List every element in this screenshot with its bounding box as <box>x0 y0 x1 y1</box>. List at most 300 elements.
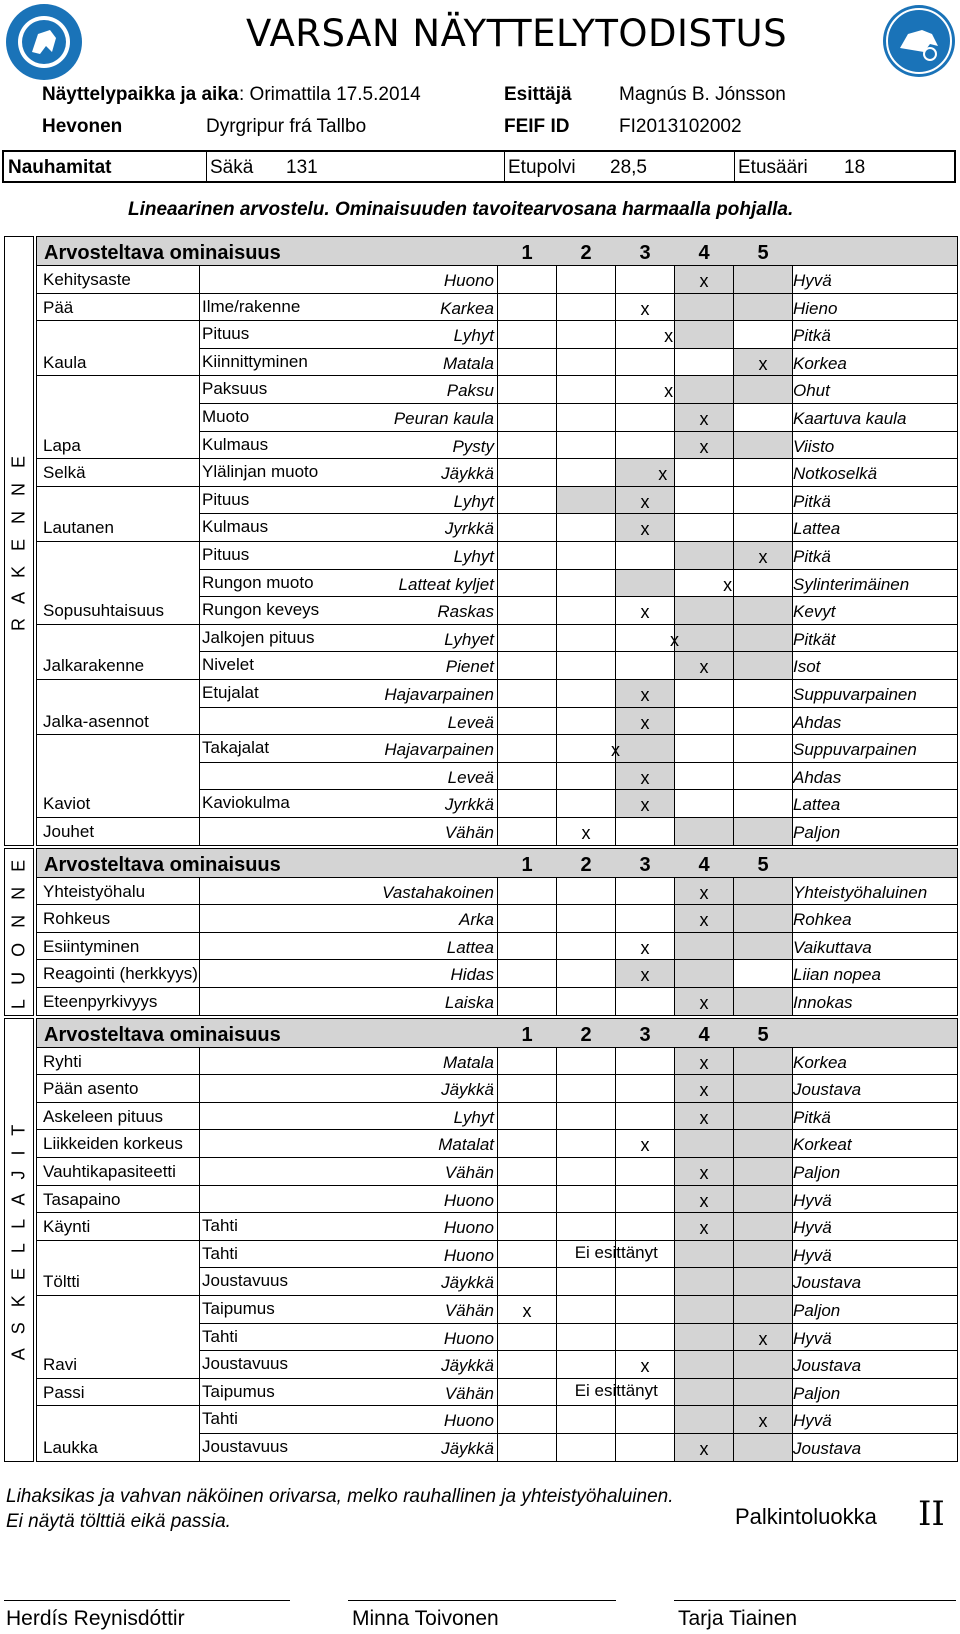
low-descriptor: Matala <box>442 353 494 373</box>
high-descriptor: Pitkä <box>793 491 831 511</box>
score-cell <box>557 1324 616 1352</box>
score-cell <box>675 960 734 988</box>
category-cell <box>36 321 200 349</box>
high-descriptor: Korkea <box>793 353 847 373</box>
presenter-label: Esittäjä <box>504 84 572 105</box>
signature-name: Herdís Reynisdóttir <box>6 1607 185 1630</box>
rating-row <box>36 1379 958 1407</box>
score-mark: x <box>699 409 709 429</box>
score-cell <box>557 294 616 322</box>
score-cell <box>498 960 557 988</box>
score-cell <box>616 818 675 846</box>
category-cell <box>36 680 200 708</box>
high-descriptor: Pitkä <box>793 547 831 566</box>
high-descriptor: Korkeat <box>793 1135 852 1155</box>
score-cell <box>498 1158 557 1186</box>
score-cell <box>498 1241 557 1269</box>
high-descriptor: Paljon <box>793 1300 841 1320</box>
score-cell <box>616 1213 675 1241</box>
rating-row <box>36 376 958 404</box>
score-cell <box>675 459 734 487</box>
category-label: Reagointi (herkkyys) <box>43 964 198 984</box>
score-cell <box>498 349 557 377</box>
category-label: Esiintyminen <box>43 936 140 956</box>
score-cell <box>557 1296 616 1324</box>
rating-row <box>36 905 958 933</box>
score-cell <box>498 487 557 515</box>
score-cell <box>616 1296 675 1324</box>
score-cell <box>734 376 793 404</box>
score-cell <box>557 1103 616 1131</box>
score-cell <box>675 1379 734 1407</box>
score-cell <box>734 1186 793 1214</box>
score-cell <box>498 597 557 625</box>
score-cell <box>557 597 616 625</box>
high-descriptor: Joustava <box>793 1438 862 1458</box>
category-label: Käynti <box>43 1217 91 1237</box>
rating-row <box>36 1048 958 1076</box>
low-descriptor: Huono <box>443 1218 494 1238</box>
score-cell <box>616 1406 675 1434</box>
score-cell <box>557 652 616 680</box>
measure-value: 131 <box>286 157 318 178</box>
score-cell <box>734 404 793 432</box>
presenter-value: Magnús B. Jónsson <box>619 84 786 105</box>
measurements-label: Nauhamitat <box>8 157 112 178</box>
low-descriptor: Hajavarpainen <box>384 740 494 760</box>
score-cell <box>498 1324 557 1352</box>
low-descriptor: Laiska <box>444 992 494 1012</box>
rating-row <box>36 652 958 680</box>
high-descriptor: Notkoselkä <box>793 464 878 484</box>
high-descriptor: Hyvä <box>793 271 832 290</box>
place-label: Näyttelypaikka ja aika <box>42 84 239 105</box>
score-header: 5 <box>757 242 769 264</box>
score-header: 3 <box>639 242 651 264</box>
category-label: Lautanen <box>43 518 114 538</box>
score-cell <box>616 1103 675 1131</box>
score-header: 2 <box>580 242 592 264</box>
score-mark: x <box>664 326 674 347</box>
score-header: 5 <box>757 853 769 876</box>
rating-row <box>36 1406 958 1434</box>
high-descriptor: Lattea <box>793 795 841 815</box>
rating-row <box>36 570 958 598</box>
score-cell <box>498 680 557 708</box>
score-header: 4 <box>698 242 710 264</box>
score-cell <box>616 988 675 1016</box>
sub-label: Kulmaus <box>202 434 269 454</box>
high-descriptor: Hyvä <box>793 1245 832 1265</box>
sub-label: Taipumus <box>202 1381 275 1401</box>
high-descriptor: Korkea <box>793 1052 847 1072</box>
score-cell <box>557 1351 616 1379</box>
category-label: Laukka <box>43 1437 98 1457</box>
score-cell <box>498 1075 557 1103</box>
category-label: Pää <box>43 297 74 317</box>
score-cell <box>734 625 793 653</box>
sub-label: Tahti <box>202 1243 238 1263</box>
score-cell <box>498 652 557 680</box>
score-cell <box>557 680 616 708</box>
category-cell <box>36 1406 200 1434</box>
score-cell <box>498 790 557 818</box>
measure-label: Säkä <box>210 157 254 178</box>
score-cell <box>734 432 793 460</box>
low-descriptor: Vähän <box>444 1162 494 1182</box>
score-cell <box>734 1379 793 1407</box>
score-mark: x <box>522 1300 532 1321</box>
category-label: Liikkeiden korkeus <box>43 1134 183 1154</box>
score-cell <box>734 487 793 515</box>
score-mark: x <box>640 767 650 788</box>
score-cell <box>557 1434 616 1462</box>
score-cell <box>675 349 734 377</box>
score-cell <box>675 514 734 542</box>
measure-label: Etupolvi <box>508 157 576 178</box>
measure-label: Etusääri <box>738 157 808 178</box>
rating-row <box>36 680 958 708</box>
score-mark: x <box>699 1190 709 1211</box>
score-cell <box>557 570 616 598</box>
sub-label: Kiinnittyminen <box>202 351 308 371</box>
score-cell <box>675 1268 734 1296</box>
score-cell <box>734 1268 793 1296</box>
score-header: 4 <box>698 853 710 876</box>
document-title: VARSAN NÄYTTELYTODISTUS <box>246 12 788 55</box>
score-cell <box>616 1324 675 1352</box>
low-descriptor: Huono <box>443 271 494 290</box>
score-cell <box>734 321 793 349</box>
score-cell <box>557 1213 616 1241</box>
rating-row <box>36 1351 958 1379</box>
section-side-text: A S K E L L A J I T <box>8 1119 29 1360</box>
category-cell <box>36 625 200 653</box>
low-descriptor: Lyhyet <box>444 629 494 649</box>
header-label: Arvosteltava ominaisuus <box>44 242 281 264</box>
score-cell <box>557 404 616 432</box>
score-cell <box>734 818 793 846</box>
low-descriptor: Hidas <box>450 965 494 985</box>
score-cell <box>557 763 616 791</box>
score-cell <box>498 376 557 404</box>
score-cell <box>675 933 734 961</box>
score-cell <box>734 1158 793 1186</box>
low-descriptor: Hajavarpainen <box>384 685 494 704</box>
high-descriptor: Lattea <box>793 519 841 539</box>
high-descriptor: Pitkät <box>793 629 836 649</box>
low-descriptor: Matala <box>442 1052 494 1072</box>
score-cell <box>616 625 675 653</box>
score-cell <box>557 1406 616 1434</box>
score-cell <box>557 1048 616 1076</box>
score-cell <box>675 294 734 322</box>
low-descriptor: Lyhyt <box>453 1107 494 1127</box>
score-cell <box>557 708 616 736</box>
score-cell <box>557 1158 616 1186</box>
low-descriptor: Huono <box>443 1245 494 1265</box>
score-cell <box>734 790 793 818</box>
score-cell <box>734 294 793 322</box>
rating-row <box>36 1130 958 1158</box>
header-label: Arvosteltava ominaisuus <box>44 853 281 876</box>
score-mark: x <box>758 547 768 567</box>
score-mark: x <box>640 1135 650 1156</box>
score-mark: x <box>699 910 709 931</box>
low-descriptor: Jäykkä <box>441 1438 494 1458</box>
score-cell <box>498 625 557 653</box>
score-mark: x <box>758 1411 768 1432</box>
score-cell <box>498 905 557 933</box>
score-cell <box>498 878 557 906</box>
category-label: Lapa <box>43 435 81 455</box>
score-cell <box>557 514 616 542</box>
horse-value: Dyrgripur frá Tallbo <box>206 116 367 137</box>
rating-row <box>36 542 958 570</box>
score-cell <box>498 1130 557 1158</box>
score-cell <box>675 790 734 818</box>
low-descriptor: Jäykkä <box>441 1273 494 1293</box>
score-cell <box>557 1186 616 1214</box>
score-mark: x <box>581 823 591 843</box>
rating-row <box>36 1241 958 1269</box>
low-descriptor: Huono <box>443 1328 494 1348</box>
score-cell <box>734 1241 793 1269</box>
score-cell <box>498 294 557 322</box>
score-header: 3 <box>639 853 651 876</box>
rating-row <box>36 1296 958 1324</box>
score-cell <box>734 960 793 988</box>
rating-row <box>36 988 958 1016</box>
score-cell <box>675 680 734 708</box>
score-header: 5 <box>757 1023 769 1046</box>
category-label: Askeleen pituus <box>43 1106 164 1126</box>
section-side-label <box>4 236 34 846</box>
sub-label: Paksuus <box>202 379 268 399</box>
category-label: Vauhtikapasiteetti <box>43 1161 176 1181</box>
score-cell <box>498 988 557 1016</box>
score-cell <box>734 1296 793 1324</box>
category-cell <box>36 735 200 763</box>
sub-label: Etujalat <box>202 683 259 702</box>
score-mark: x <box>640 965 650 986</box>
high-descriptor: Innokas <box>793 992 853 1012</box>
signature-line <box>674 1600 956 1601</box>
score-mark: x <box>699 1052 709 1073</box>
rating-row <box>36 1103 958 1131</box>
section-header <box>36 1018 958 1048</box>
score-cell <box>498 542 557 570</box>
score-mark: x <box>640 685 650 705</box>
header-label: Arvosteltava ominaisuus <box>44 1023 281 1046</box>
rating-section <box>36 1018 958 1462</box>
score-cell <box>675 1406 734 1434</box>
score-mark: x <box>699 1080 709 1101</box>
high-descriptor: Hieno <box>793 298 838 318</box>
rating-row <box>36 735 958 763</box>
rating-section <box>36 848 958 1016</box>
high-descriptor: Viisto <box>793 436 835 456</box>
low-descriptor: Jyrkkä <box>444 795 494 815</box>
score-cell <box>616 1434 675 1462</box>
low-descriptor: Vähän <box>444 1383 494 1403</box>
low-descriptor: Peuran kaula <box>393 409 494 428</box>
high-descriptor: Hyvä <box>793 1411 832 1431</box>
category-label: Sopusuhtaisuus <box>43 601 164 621</box>
rating-row <box>36 432 958 460</box>
score-cell <box>498 1351 557 1379</box>
sub-label: Pituus <box>202 545 250 564</box>
score-cell <box>616 878 675 906</box>
low-descriptor: Jyrkkä <box>444 519 494 539</box>
category-label: Kehitysaste <box>43 270 131 289</box>
sub-label: Tahti <box>202 1326 238 1346</box>
comment <box>6 1484 674 1534</box>
score-cell <box>557 432 616 460</box>
low-descriptor: Jäykkä <box>441 1356 494 1376</box>
score-mark: x <box>640 491 650 512</box>
sub-label: Kulmaus <box>202 517 269 537</box>
category-label: Jouhet <box>43 822 95 841</box>
high-descriptor: Kevyt <box>793 602 836 622</box>
horse-label: Hevonen <box>42 116 123 137</box>
score-cell <box>498 1406 557 1434</box>
high-descriptor: Ahdas <box>793 712 842 732</box>
sub-label: Rungon muoto <box>202 572 314 592</box>
score-cell <box>616 1158 675 1186</box>
score-mark: x <box>699 1438 709 1459</box>
score-mark: x <box>699 657 709 678</box>
score-cell <box>734 1075 793 1103</box>
category-cell <box>36 1241 200 1269</box>
low-descriptor: Leveä <box>447 712 494 732</box>
section-side-label <box>4 848 34 1016</box>
category-cell <box>36 763 200 791</box>
score-cell <box>734 680 793 708</box>
score-cell <box>498 514 557 542</box>
high-descriptor: Suppuvarpainen <box>793 740 917 760</box>
score-cell <box>498 404 557 432</box>
score-cell <box>557 487 616 515</box>
category-label: Töltti <box>43 1272 80 1292</box>
score-cell <box>616 1268 675 1296</box>
score-cell <box>498 735 557 763</box>
sub-label: Pituus <box>202 324 250 344</box>
score-cell <box>675 763 734 791</box>
rating-row <box>36 597 958 625</box>
score-cell <box>675 1241 734 1269</box>
high-descriptor: Ahdas <box>793 767 842 787</box>
rating-row <box>36 487 958 515</box>
score-mark: x <box>758 353 768 374</box>
section-header <box>36 236 958 266</box>
score-cell <box>557 625 616 653</box>
rating-row <box>36 1075 958 1103</box>
measure-value: 28,5 <box>610 157 647 178</box>
low-descriptor: Jäykkä <box>441 464 494 484</box>
score-cell <box>498 1379 557 1407</box>
rating-row <box>36 1434 958 1462</box>
score-mark: x <box>640 298 650 319</box>
score-cell <box>675 487 734 515</box>
score-cell <box>557 542 616 570</box>
score-cell <box>734 708 793 736</box>
score-cell <box>498 266 557 294</box>
score-cell <box>675 1351 734 1379</box>
sub-label: Pituus <box>202 489 250 509</box>
right-logo <box>882 4 956 78</box>
high-descriptor: Isot <box>793 657 821 677</box>
score-cell <box>734 988 793 1016</box>
score-cell <box>498 818 557 846</box>
sub-label: Ylälinjan muoto <box>202 462 319 482</box>
score-cell <box>734 652 793 680</box>
high-descriptor: Hyvä <box>793 1190 832 1210</box>
score-cell <box>557 735 616 763</box>
category-cell <box>36 570 200 598</box>
score-cell <box>557 960 616 988</box>
prize-label: Palkintoluokka <box>735 1504 877 1529</box>
score-cell <box>675 735 734 763</box>
score-mark: x <box>699 1218 709 1239</box>
high-descriptor: Paljon <box>793 1383 841 1403</box>
high-descriptor: Pitkä <box>793 1107 831 1127</box>
score-cell <box>734 459 793 487</box>
high-descriptor: Hyvä <box>793 1328 832 1348</box>
score-header: 2 <box>580 1023 592 1046</box>
high-descriptor: Paljon <box>793 823 841 842</box>
rating-row <box>36 514 958 542</box>
high-descriptor: Yhteistyöhaluinen <box>793 882 928 902</box>
score-cell <box>675 625 734 653</box>
high-descriptor: Paljon <box>793 1162 841 1182</box>
high-descriptor: Liian nopea <box>793 965 881 985</box>
left-logo <box>4 2 84 82</box>
score-cell <box>616 349 675 377</box>
score-mark: x <box>699 436 709 457</box>
sub-label: Jalkojen pituus <box>202 627 315 647</box>
prize-value: II <box>918 1494 945 1534</box>
score-cell <box>498 1048 557 1076</box>
score-cell <box>734 514 793 542</box>
score-cell <box>734 1213 793 1241</box>
rating-row <box>36 266 958 294</box>
score-cell <box>557 1268 616 1296</box>
sub-label: Tahti <box>202 1216 238 1236</box>
low-descriptor: Leveä <box>447 767 494 787</box>
low-descriptor: Lyhyt <box>453 326 494 346</box>
signature-line <box>348 1600 616 1601</box>
not-shown-note: Ei esittänyt <box>574 1242 658 1262</box>
low-descriptor: Lyhyt <box>453 547 494 566</box>
score-cell <box>616 542 675 570</box>
score-mark: x <box>699 1107 709 1128</box>
rating-row <box>36 1213 958 1241</box>
sub-label: Taipumus <box>202 1298 275 1318</box>
score-cell <box>675 1324 734 1352</box>
score-cell <box>734 735 793 763</box>
score-cell <box>557 349 616 377</box>
score-cell <box>498 1268 557 1296</box>
low-descriptor: Raskas <box>437 602 494 622</box>
score-cell <box>616 1186 675 1214</box>
score-cell <box>734 1130 793 1158</box>
place-value: : Orimattila 17.5.2014 <box>239 84 421 105</box>
score-mark: x <box>664 381 674 402</box>
score-header: 1 <box>521 1023 533 1046</box>
rating-row <box>36 1158 958 1186</box>
score-cell <box>734 905 793 933</box>
